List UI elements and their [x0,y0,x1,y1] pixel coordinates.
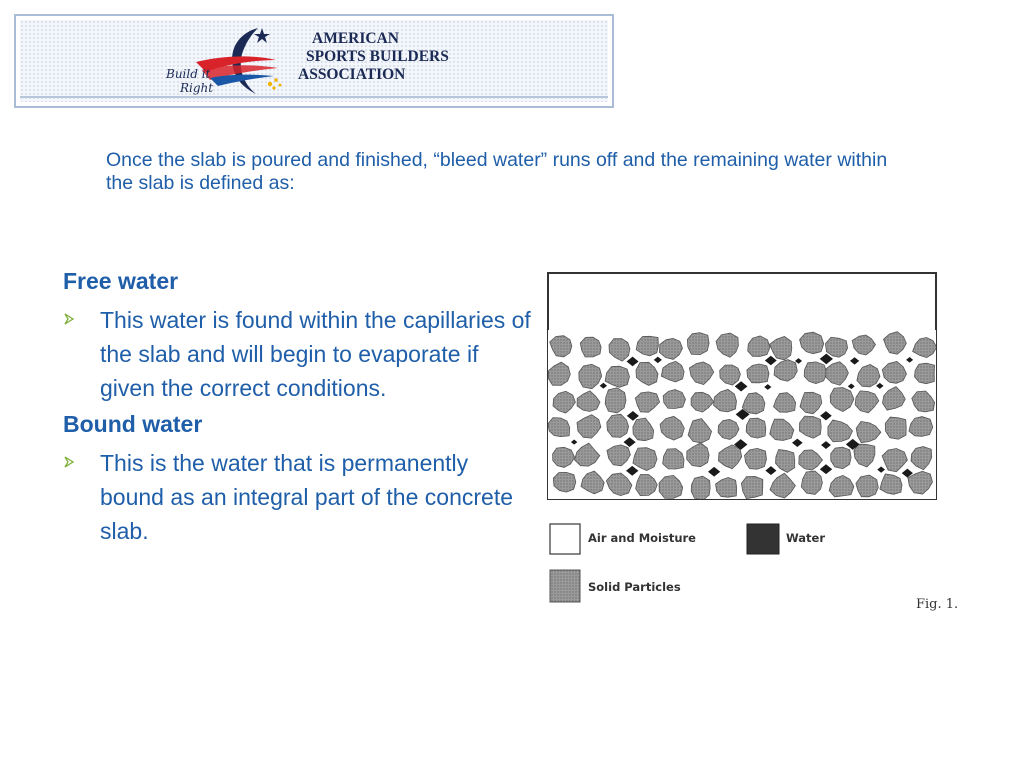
bullet-bound-water [63,446,533,548]
legend-solid-label: Solid Particles [588,580,681,594]
organization-name [298,30,449,84]
header-banner [14,14,614,108]
aggregate-particle [687,333,709,355]
figure-caption: Fig. 1. [916,597,959,612]
bullet-bound-water-text: This is the water that is permanently bound as an integral part of the concrete slab. [100,450,514,544]
tagline-line-2: Right [180,81,214,95]
legend-air-swatch [550,524,580,554]
definitions-list [63,268,533,554]
aggregate-particle [605,388,626,413]
heading-bound-water: Bound water [63,411,203,437]
legend-water-label: Water [786,531,826,545]
aggregate-particle [747,364,769,383]
aggregate-particle [831,447,851,469]
org-name-line-3: ASSOCIATION [298,66,406,83]
asba-logo-icon [166,24,306,104]
aggregate-particle [745,448,767,469]
aggregate-particle [915,363,935,384]
aggregate-particle [746,418,766,438]
intro-text: Once the slab is poured and finished, “bleed water” runs off and the remaining water within the slab is defined as: [106,149,888,194]
aggregate-particle [741,476,762,498]
slab-particles [548,330,937,500]
legend-solid-swatch [550,570,580,602]
heading-free-water: Free water [63,268,179,294]
legend-water-swatch [747,524,779,554]
aggregate-particle [885,417,906,439]
legend-air-label: Air and Moisture [588,531,696,545]
bullet-free-water [63,303,533,405]
slab-water-figure [536,258,966,618]
aggregate-particle [580,337,601,357]
aggregate-particle [691,476,710,500]
banner-divider [20,96,608,98]
arrow-bullet-icon [63,313,75,325]
aggregate-particle [804,362,827,384]
org-name-line-1: AMERICAN [312,30,399,47]
arrow-bullet-icon [63,456,75,468]
bullet-free-water-text: This water is found within the capillaries of the slab and will begin to evaporate if given the correct conditions. [100,307,531,401]
org-name-line-2: SPORTS BUILDERS [306,48,449,65]
tagline-line-1: Build it [166,67,211,81]
aggregate-particle [856,475,878,497]
